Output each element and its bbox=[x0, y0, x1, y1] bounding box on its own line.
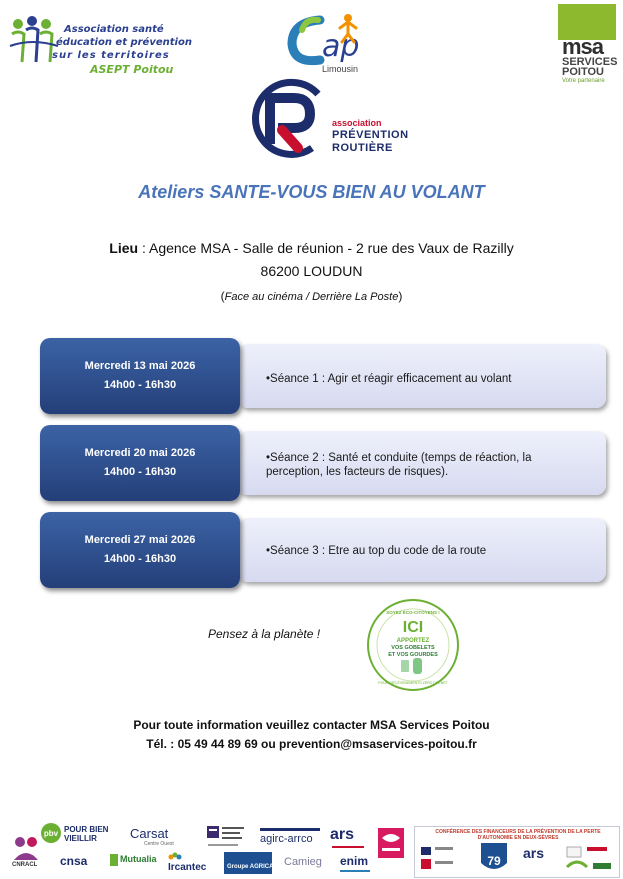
cnracl-logo bbox=[10, 832, 42, 876]
location-note bbox=[0, 289, 623, 303]
apr-line2: PRÉVENTION bbox=[332, 129, 409, 141]
planet-text: Pensez à la planète ! bbox=[208, 627, 321, 641]
cap-logo-mark bbox=[282, 8, 402, 68]
session-2-description: •Séance 2 : Santé et conduite (temps de réaction, la perception, les facteurs de risques). bbox=[266, 452, 532, 478]
badge-line2: VOS GOBELETS bbox=[391, 645, 435, 651]
msa-tagline: Votre partenaire bbox=[562, 78, 605, 84]
badge-line3: ET VOS GOURDES bbox=[388, 652, 438, 658]
ars-text: ars bbox=[330, 826, 355, 843]
financeurs-logos-left bbox=[421, 845, 457, 873]
ars2-text: ars bbox=[523, 845, 545, 861]
session-3-date-box bbox=[40, 512, 240, 588]
apr-line3: ROUTIÈRE bbox=[332, 142, 393, 154]
prevention-routiere-mark bbox=[248, 74, 332, 166]
session-3-description-box bbox=[238, 518, 606, 582]
location-note-text: Face au cinéma / Derrière La Poste bbox=[224, 291, 399, 303]
health-mark bbox=[206, 824, 246, 850]
vienne-logo bbox=[378, 828, 404, 858]
pbv-mark bbox=[40, 822, 62, 844]
deux-sevres-number: 79 bbox=[487, 854, 501, 868]
apr-line1: association bbox=[332, 118, 382, 128]
enim-logo bbox=[340, 852, 376, 874]
camieg-text: Camieg bbox=[284, 856, 322, 868]
svg-text:pbv: pbv bbox=[43, 829, 59, 838]
cap-logo bbox=[282, 8, 402, 74]
cnsa-logo bbox=[60, 852, 96, 874]
session-3-description: •Séance 3 : Etre au top du code de la route bbox=[266, 545, 487, 557]
asept-logo bbox=[6, 14, 192, 84]
location-address: : Agence MSA - Salle de réunion - 2 rue des Vaux de Razilly bbox=[138, 240, 514, 256]
ircantec-text: Ircantec bbox=[168, 862, 207, 873]
health-logo bbox=[206, 824, 246, 850]
session-1-time: 14h00 - 16h30 bbox=[103, 379, 177, 391]
vienne-mark bbox=[378, 828, 404, 858]
enim-text: enim bbox=[340, 854, 369, 868]
financeurs-header: CONFÉRENCE DES FINANCEURS DE LA PRÉVENTION DE LA PERTE D'AUTONOMIE EN DEUX-SÈVRES bbox=[435, 829, 601, 841]
location-line bbox=[0, 240, 623, 256]
badge-main: ICI bbox=[402, 619, 424, 636]
session-2-date-box bbox=[40, 425, 240, 501]
page-title: Ateliers SANTE-VOUS BIEN AU VOLANT bbox=[138, 182, 485, 202]
mutualia-text: Mutualia bbox=[120, 854, 157, 864]
ircantec-logo bbox=[168, 850, 216, 874]
badge-top-text: SOYEZ ÉCO-CITOYENS ! bbox=[386, 610, 440, 615]
agrica-logo bbox=[224, 852, 272, 874]
location-label: Lieu bbox=[109, 240, 139, 256]
cnracl-text: CNRACL bbox=[12, 862, 38, 868]
session-2-date: Mercredi 20 mai 2026 bbox=[84, 447, 196, 459]
deux-sevres-logo bbox=[479, 841, 509, 875]
session-2-time: 14h00 - 16h30 bbox=[103, 466, 177, 478]
carsat-text: Carsat bbox=[130, 826, 169, 841]
financeurs-conference-box bbox=[414, 826, 620, 878]
bottle-icon bbox=[413, 658, 422, 674]
asept-line2: éducation et prévention bbox=[56, 37, 192, 48]
svg-text:ap: ap bbox=[322, 29, 360, 64]
carsat-sub: Centre Ouest bbox=[144, 841, 174, 847]
session-1-date-box bbox=[40, 338, 240, 414]
badge-bottom-text: POUR DES ÉVÉNEMENTS ZÉRO DÉCHET bbox=[378, 681, 448, 685]
pbv-logo bbox=[40, 822, 120, 848]
mutualia-logo bbox=[110, 852, 160, 874]
session-3-time: 14h00 - 16h30 bbox=[103, 553, 177, 565]
asept-line1: Association santé bbox=[64, 24, 164, 35]
msa-line1: SERVICES bbox=[562, 56, 618, 68]
agirc-text: agirc-arrco bbox=[260, 833, 313, 845]
msa-line2: POITOU bbox=[562, 66, 604, 78]
cap-subtitle: Limousin bbox=[322, 64, 359, 74]
session-1-date: Mercredi 13 mai 2026 bbox=[84, 360, 196, 372]
note-paren-open: ( bbox=[220, 289, 225, 303]
cup-icon bbox=[401, 660, 409, 672]
cnsa-text: cnsa bbox=[60, 854, 88, 868]
ars-logo bbox=[330, 826, 370, 850]
camieg-logo bbox=[284, 854, 328, 874]
carsat-logo bbox=[130, 826, 200, 848]
asept-line4: ASEPT Poitou bbox=[90, 63, 174, 76]
contact-line1: Pour toute information veuillez contacter MSA Services Poitou bbox=[133, 718, 490, 732]
financeurs-logos-right bbox=[565, 845, 615, 873]
session-3-date: Mercredi 27 mai 2026 bbox=[84, 534, 196, 546]
asept-line3: sur les territoires bbox=[52, 50, 170, 61]
location-city: 86200 LOUDUN bbox=[260, 263, 363, 279]
badge-line1: APPORTEZ bbox=[396, 638, 430, 644]
note-paren-close: ) bbox=[398, 289, 403, 303]
session-1-description-box bbox=[238, 344, 606, 408]
prevention-routiere-logo bbox=[248, 74, 418, 166]
eco-badge bbox=[366, 598, 460, 692]
session-2-description-box bbox=[238, 431, 606, 495]
session-1-description: •Séance 1 : Agir et réagir efficacement au volant bbox=[266, 373, 512, 385]
contact-line2: Tél. : 05 49 44 89 69 ou prevention@msaservices-poitou.fr bbox=[146, 737, 477, 751]
agirc-arrco-logo bbox=[260, 826, 322, 850]
agrica-text: Groupe AGRICA bbox=[227, 864, 274, 870]
cnracl-mark bbox=[10, 832, 42, 862]
msa-logo bbox=[558, 4, 616, 86]
pbv-text: POUR BIEN VIEILLIR bbox=[64, 825, 109, 843]
msa-name: msa bbox=[562, 34, 604, 59]
